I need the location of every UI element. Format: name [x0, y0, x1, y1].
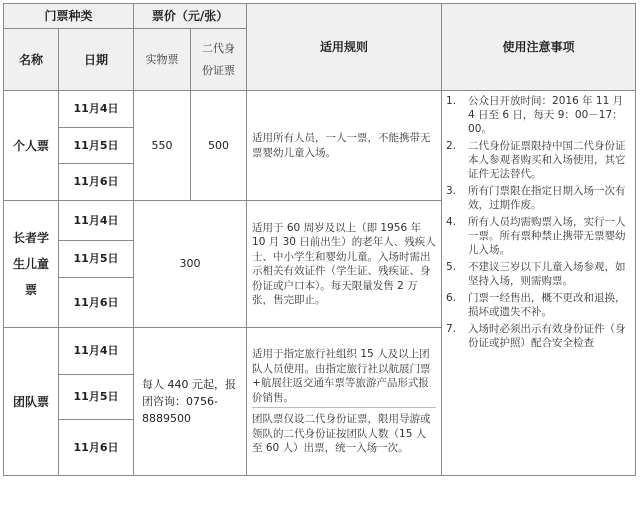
individual-rule: 适用所有人员，一人一票，不能携带无票婴幼儿童入场。 — [247, 91, 442, 201]
notes-header: 使用注意事项 — [442, 4, 636, 91]
note-item: 6. 门票一经售出，概不更改和退换，损坏或遗失不补。 — [446, 292, 626, 318]
concession-price: 300 — [134, 201, 247, 328]
concession-date-3: 11月6日 — [59, 278, 134, 328]
individual-date-1: 11月4日 — [59, 91, 134, 128]
individual-date-3: 11月6日 — [59, 164, 134, 201]
concession-rule: 适用于 60 周岁及以上（即 1956 年 10 月 30 日前出生）的老年人、残疾人士、中小学生和婴幼儿童。入场时需出示相关有效证件（学生证、残疾证、身份证或户口本）。每天限量发售 2 万张，售完即止。 — [247, 201, 442, 328]
concession-ticket-name: 长者学生儿童票 — [4, 201, 59, 328]
note-item: 5. 不建议三岁以下儿童入场参观，如坚持入场，则需购票。 — [446, 261, 626, 287]
group-rule-cell — [247, 328, 442, 476]
rules-header: 适用规则 — [247, 4, 442, 91]
group-price: 每人 440 元起，报团咨询：0756-8889500 — [134, 328, 247, 476]
individual-date-2: 11月5日 — [59, 128, 134, 164]
group-rule-divider — [252, 407, 436, 408]
individual-physical-price: 550 — [134, 91, 191, 201]
individual-ticket-name: 个人票 — [4, 91, 59, 201]
group-rule-2: 团队票仅设二代身份证票，限用导游或领队的二代身份证按团队人数（15 人至 60 人）出票，统一入场一次。 — [252, 413, 431, 455]
name-header: 名称 — [4, 29, 59, 91]
note-item: 3. 所有门票限在指定日期入场一次有效，过期作废。 — [446, 185, 626, 211]
ticket-table — [3, 3, 636, 476]
group-date-3: 11月6日 — [59, 420, 134, 476]
price-header: 票价（元/张） — [134, 4, 247, 29]
group-ticket-name: 团队票 — [4, 328, 59, 476]
concession-date-2: 11月5日 — [59, 241, 134, 278]
date-header: 日期 — [59, 29, 134, 91]
notes-list — [446, 94, 631, 350]
ticket-type-header: 门票种类 — [4, 4, 134, 29]
concession-date-1: 11月4日 — [59, 201, 134, 241]
note-item: 7. 入场时必须出示有效身份证件（身份证或护照）配合安全检查 — [446, 323, 626, 349]
notes-cell — [442, 91, 636, 476]
group-date-1: 11月4日 — [59, 328, 134, 375]
group-rule-1: 适用于指定旅行社组织 15 人及以上团队人员使用。由指定旅行社以航展门票+航展往返交通车票等旅游产品形式报价销售。 — [252, 348, 431, 404]
note-item: 4. 所有人员均需购票入场，实行一人一票。所有票种禁止携带无票婴幼儿入场。 — [446, 216, 626, 256]
note-item: 2. 二代身份证票限持中国二代身份证本人参观者购买和入场使用，其它证件无法替代。 — [446, 140, 626, 180]
note-item: 1. 公众日开放时间：2016 年 11 月 4 日至 6 日，每天 9：00－17：00。 — [446, 95, 624, 135]
individual-id-price: 500 — [191, 91, 247, 201]
group-date-2: 11月5日 — [59, 375, 134, 420]
physical-ticket-header: 实物票 — [134, 29, 191, 91]
id-card-ticket-header: 二代身份证票 — [191, 29, 247, 91]
